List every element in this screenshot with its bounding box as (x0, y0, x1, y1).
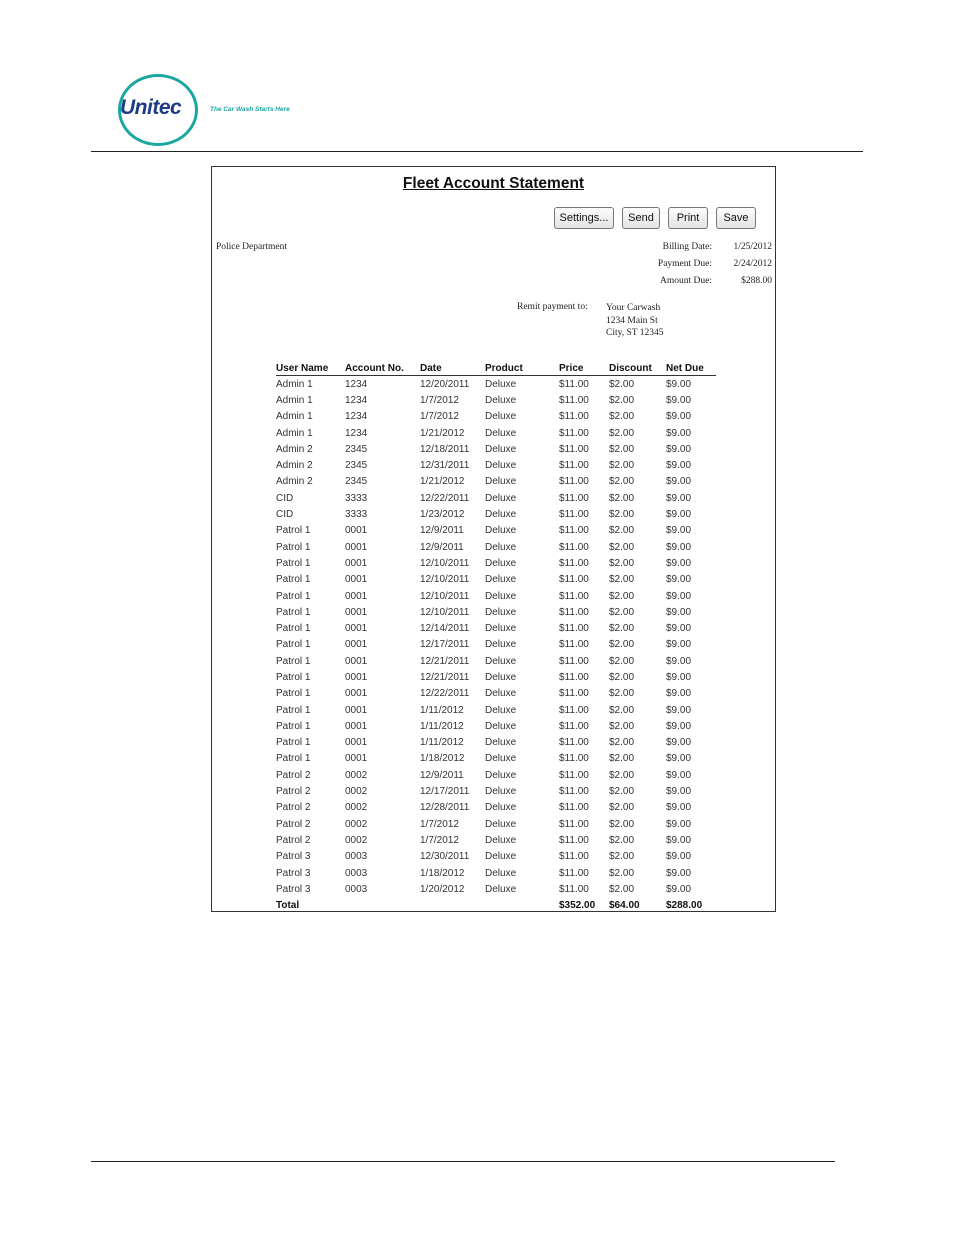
transactions-table (276, 361, 716, 914)
cell-date: 12/30/2011 (420, 851, 470, 863)
cell-account-no: 2345 (345, 460, 368, 472)
cell-user-name: Admin 2 (276, 476, 313, 488)
cell-net-due: $9.00 (666, 639, 692, 651)
cell-net-due: $9.00 (666, 802, 692, 814)
cell-account-no: 0003 (345, 867, 368, 879)
cell-discount: $2.00 (609, 394, 635, 406)
cell-product: Deluxe (485, 443, 517, 455)
amount-due-value: $288.00 (741, 276, 772, 286)
billing-date-value: 1/25/2012 (733, 242, 772, 252)
cell-user-name: Patrol 1 (276, 688, 311, 700)
cell-account-no: 0001 (345, 688, 368, 700)
cell-net-due: $9.00 (666, 525, 692, 537)
cell-user-name: Admin 1 (276, 378, 313, 390)
cell-user-name: Patrol 1 (276, 753, 311, 765)
cell-discount: $2.00 (609, 639, 635, 651)
cell-price: $11.00 (559, 541, 589, 553)
cell-product: Deluxe (485, 655, 517, 667)
cell-discount: $2.00 (609, 671, 635, 683)
payment-due-value: 2/24/2012 (733, 259, 772, 269)
cell-date: 12/14/2011 (420, 623, 470, 635)
cell-date: 12/9/2011 (420, 769, 464, 781)
cell-price: $11.00 (559, 834, 589, 846)
cell-date: 1/7/2012 (420, 834, 459, 846)
cell-discount: $2.00 (609, 753, 635, 765)
cell-discount: $2.00 (609, 492, 635, 504)
cell-price: $11.00 (559, 802, 589, 814)
cell-discount: $2.00 (609, 443, 635, 455)
cell-product: Deluxe (485, 769, 517, 781)
cell-net-due: $9.00 (666, 606, 692, 618)
cell-date: 1/11/2012 (420, 720, 464, 732)
footer-divider (91, 1161, 835, 1162)
cell-discount: $2.00 (609, 541, 635, 553)
cell-date: 12/10/2011 (420, 590, 470, 602)
cell-user-name: Patrol 1 (276, 655, 311, 667)
cell-product: Deluxe (485, 394, 517, 406)
col-discount: Discount (609, 361, 666, 376)
cell-price: $11.00 (559, 574, 589, 586)
table-body (276, 376, 716, 898)
cell-product: Deluxe (485, 574, 517, 586)
cell-account-no: 0002 (345, 769, 368, 781)
cell-net-due: $9.00 (666, 818, 692, 830)
table-row (276, 735, 716, 751)
cell-account-no: 0001 (345, 737, 368, 749)
remit-address (606, 302, 664, 340)
cell-price: $11.00 (559, 509, 589, 521)
cell-user-name: Patrol 2 (276, 834, 311, 846)
cell-product: Deluxe (485, 737, 517, 749)
col-price: Price (559, 361, 609, 376)
cell-product: Deluxe (485, 786, 517, 798)
table-row (276, 490, 716, 506)
save-button[interactable]: Save (716, 207, 756, 229)
cell-net-due: $9.00 (666, 753, 692, 765)
cell-date: 1/20/2012 (420, 883, 465, 895)
cell-user-name: Patrol 1 (276, 720, 311, 732)
cell-net-due: $9.00 (666, 541, 692, 553)
cell-product: Deluxe (485, 541, 517, 553)
cell-price: $11.00 (559, 851, 589, 863)
cell-account-no: 2345 (345, 476, 368, 488)
table-row (276, 376, 716, 393)
table-row (276, 881, 716, 897)
cell-product: Deluxe (485, 411, 517, 423)
cell-account-no: 0001 (345, 720, 368, 732)
table-row (276, 425, 716, 441)
cell-discount: $2.00 (609, 802, 635, 814)
cell-date: 12/10/2011 (420, 574, 470, 586)
cell-product: Deluxe (485, 867, 517, 879)
cell-date: 12/17/2011 (420, 639, 470, 651)
fleet-account-statement (211, 166, 776, 912)
cell-date: 12/20/2011 (420, 378, 470, 390)
header-divider (91, 151, 863, 152)
cell-date: 12/22/2011 (420, 688, 470, 700)
cell-user-name: Patrol 2 (276, 802, 311, 814)
table-row (276, 653, 716, 669)
cell-account-no: 2345 (345, 443, 368, 455)
cell-product: Deluxe (485, 639, 517, 651)
cell-date: 1/21/2012 (420, 476, 465, 488)
cell-account-no: 1234 (345, 378, 368, 390)
cell-net-due: $9.00 (666, 688, 692, 700)
cell-net-due: $9.00 (666, 704, 692, 716)
cell-user-name: Patrol 3 (276, 883, 311, 895)
table-row (276, 702, 716, 718)
cell-date: 12/9/2011 (420, 525, 464, 537)
table-row (276, 865, 716, 881)
cell-account-no: 0001 (345, 590, 368, 602)
cell-price: $11.00 (559, 753, 589, 765)
cell-price: $11.00 (559, 655, 589, 667)
cell-product: Deluxe (485, 851, 517, 863)
table-row (276, 832, 716, 848)
cell-price: $11.00 (559, 590, 589, 602)
cell-account-no: 0002 (345, 786, 368, 798)
cell-net-due: $9.00 (666, 737, 692, 749)
table-row (276, 620, 716, 636)
cell-user-name: Patrol 1 (276, 671, 311, 683)
cell-account-no: 1234 (345, 411, 368, 423)
cell-account-no: 0001 (345, 655, 368, 667)
toolbar (554, 207, 756, 229)
payment-due-row (612, 259, 772, 276)
cell-net-due: $9.00 (666, 574, 692, 586)
remit-label: Remit payment to: (517, 302, 588, 312)
total-label: Total (276, 900, 300, 912)
col-net-due: Net Due (666, 361, 716, 376)
cell-user-name: Patrol 3 (276, 867, 311, 879)
cell-discount: $2.00 (609, 867, 635, 879)
cell-discount: $2.00 (609, 460, 635, 472)
print-button[interactable]: Print (668, 207, 708, 229)
cell-product: Deluxe (485, 688, 517, 700)
cell-user-name: Patrol 1 (276, 606, 311, 618)
cell-account-no: 0003 (345, 851, 368, 863)
cell-net-due: $9.00 (666, 492, 692, 504)
cell-account-no: 1234 (345, 394, 368, 406)
cell-date: 1/21/2012 (420, 427, 465, 439)
logo-tagline: The Car Wash Starts Here (210, 106, 290, 113)
cell-price: $11.00 (559, 623, 589, 635)
cell-user-name: Admin 1 (276, 394, 313, 406)
cell-price: $11.00 (559, 867, 589, 879)
cell-discount: $2.00 (609, 509, 635, 521)
cell-user-name: Patrol 1 (276, 541, 311, 553)
cell-user-name: Patrol 2 (276, 818, 311, 830)
cell-date: 1/7/2012 (420, 818, 459, 830)
cell-price: $11.00 (559, 639, 589, 651)
cell-product: Deluxe (485, 720, 517, 732)
cell-account-no: 0001 (345, 541, 368, 553)
cell-discount: $2.00 (609, 411, 635, 423)
cell-discount: $2.00 (609, 590, 635, 602)
customer-name: Police Department (216, 242, 287, 252)
cell-net-due: $9.00 (666, 411, 692, 423)
cell-discount: $2.00 (609, 818, 635, 830)
payment-due-label: Payment Due: (657, 259, 712, 269)
cell-net-due: $9.00 (666, 476, 692, 488)
billing-date-row (612, 242, 772, 259)
table-row (276, 767, 716, 783)
cell-price: $11.00 (559, 704, 589, 716)
cell-product: Deluxe (485, 557, 517, 569)
cell-net-due: $9.00 (666, 769, 692, 781)
billing-date-label: Billing Date: (662, 242, 712, 252)
cell-price: $11.00 (559, 394, 589, 406)
cell-user-name: CID (276, 509, 294, 521)
cell-net-due: $9.00 (666, 720, 692, 732)
cell-net-due: $9.00 (666, 851, 692, 863)
total-net-due: $288.00 (666, 900, 703, 912)
cell-net-due: $9.00 (666, 834, 692, 846)
cell-user-name: Patrol 1 (276, 525, 311, 537)
remit-line-3: City, ST 12345 (606, 328, 664, 338)
cell-user-name: Patrol 1 (276, 704, 311, 716)
cell-net-due: $9.00 (666, 590, 692, 602)
cell-account-no: 0002 (345, 818, 368, 830)
cell-product: Deluxe (485, 509, 517, 521)
cell-price: $11.00 (559, 786, 589, 798)
table-header-row (276, 361, 716, 376)
cell-account-no: 0001 (345, 639, 368, 651)
cell-price: $11.00 (559, 606, 589, 618)
table-row (276, 523, 716, 539)
cell-date: 1/18/2012 (420, 867, 465, 879)
statement-title: Fleet Account Statement (402, 175, 585, 192)
cell-net-due: $9.00 (666, 867, 692, 879)
cell-price: $11.00 (559, 476, 589, 488)
table-row (276, 637, 716, 653)
cell-net-due: $9.00 (666, 394, 692, 406)
cell-date: 1/11/2012 (420, 704, 464, 716)
col-account-no: Account No. (345, 361, 420, 376)
total-discount: $64.00 (609, 900, 640, 912)
cell-user-name: Admin 1 (276, 411, 313, 423)
cell-user-name: Patrol 2 (276, 769, 311, 781)
cell-user-name: Patrol 1 (276, 737, 311, 749)
cell-net-due: $9.00 (666, 509, 692, 521)
cell-date: 1/11/2012 (420, 737, 464, 749)
table-row (276, 604, 716, 620)
table-row (276, 751, 716, 767)
table-row (276, 718, 716, 734)
cell-product: Deluxe (485, 606, 517, 618)
cell-user-name: CID (276, 492, 294, 504)
cell-price: $11.00 (559, 688, 589, 700)
cell-net-due: $9.00 (666, 883, 692, 895)
cell-price: $11.00 (559, 411, 589, 423)
cell-date: 12/10/2011 (420, 557, 470, 569)
table-row (276, 441, 716, 457)
cell-discount: $2.00 (609, 834, 635, 846)
cell-account-no: 0001 (345, 623, 368, 635)
cell-account-no: 0001 (345, 557, 368, 569)
cell-account-no: 0001 (345, 574, 368, 586)
table-row (276, 474, 716, 490)
cell-account-no: 0001 (345, 606, 368, 618)
cell-product: Deluxe (485, 492, 517, 504)
cell-discount: $2.00 (609, 525, 635, 537)
cell-price: $11.00 (559, 378, 589, 390)
cell-price: $11.00 (559, 720, 589, 732)
table-row (276, 588, 716, 604)
table-row (276, 783, 716, 799)
cell-price: $11.00 (559, 525, 589, 537)
cell-discount: $2.00 (609, 688, 635, 700)
cell-account-no: 3333 (345, 492, 368, 504)
table-row (276, 669, 716, 685)
cell-price: $11.00 (559, 818, 589, 830)
cell-discount: $2.00 (609, 769, 635, 781)
cell-price: $11.00 (559, 427, 589, 439)
cell-price: $11.00 (559, 737, 589, 749)
cell-net-due: $9.00 (666, 557, 692, 569)
cell-user-name: Patrol 2 (276, 786, 311, 798)
cell-user-name: Admin 2 (276, 460, 313, 472)
cell-date: 12/28/2011 (420, 802, 470, 814)
cell-product: Deluxe (485, 834, 517, 846)
cell-product: Deluxe (485, 525, 517, 537)
table-row (276, 555, 716, 571)
cell-account-no: 3333 (345, 509, 368, 521)
cell-discount: $2.00 (609, 655, 635, 667)
cell-user-name: Patrol 1 (276, 639, 311, 651)
cell-date: 1/23/2012 (420, 509, 465, 521)
cell-net-due: $9.00 (666, 623, 692, 635)
table-row (276, 392, 716, 408)
cell-date: 12/17/2011 (420, 786, 470, 798)
cell-product: Deluxe (485, 753, 517, 765)
cell-discount: $2.00 (609, 623, 635, 635)
table-row (276, 506, 716, 522)
cell-price: $11.00 (559, 492, 589, 504)
cell-product: Deluxe (485, 427, 517, 439)
cell-product: Deluxe (485, 460, 517, 472)
cell-user-name: Admin 1 (276, 427, 313, 439)
cell-date: 1/7/2012 (420, 394, 459, 406)
cell-net-due: $9.00 (666, 443, 692, 455)
cell-date: 12/18/2011 (420, 443, 470, 455)
cell-discount: $2.00 (609, 704, 635, 716)
cell-date: 1/18/2012 (420, 753, 465, 765)
cell-product: Deluxe (485, 704, 517, 716)
amount-due-row (612, 276, 772, 293)
cell-product: Deluxe (485, 590, 517, 602)
cell-net-due: $9.00 (666, 786, 692, 798)
cell-user-name: Patrol 3 (276, 851, 311, 863)
total-row (276, 898, 716, 914)
cell-date: 12/21/2011 (420, 655, 470, 667)
cell-discount: $2.00 (609, 557, 635, 569)
cell-net-due: $9.00 (666, 655, 692, 667)
cell-price: $11.00 (559, 671, 589, 683)
cell-price: $11.00 (559, 460, 589, 472)
table-row (276, 539, 716, 555)
unitec-logo (118, 74, 298, 148)
send-button[interactable]: Send (622, 207, 660, 229)
cell-product: Deluxe (485, 802, 517, 814)
cell-date: 12/9/2011 (420, 541, 464, 553)
cell-price: $11.00 (559, 883, 589, 895)
cell-discount: $2.00 (609, 851, 635, 863)
cell-account-no: 0002 (345, 802, 368, 814)
cell-date: 12/21/2011 (420, 671, 470, 683)
col-user-name: User Name (276, 361, 345, 376)
cell-account-no: 0001 (345, 525, 368, 537)
cell-account-no: 0001 (345, 704, 368, 716)
cell-net-due: $9.00 (666, 671, 692, 683)
cell-user-name: Patrol 1 (276, 574, 311, 586)
cell-user-name: Admin 2 (276, 443, 313, 455)
cell-discount: $2.00 (609, 427, 635, 439)
cell-price: $11.00 (559, 443, 589, 455)
cell-product: Deluxe (485, 476, 517, 488)
col-date: Date (420, 361, 485, 376)
cell-product: Deluxe (485, 883, 517, 895)
cell-discount: $2.00 (609, 476, 635, 488)
cell-price: $11.00 (559, 557, 589, 569)
cell-account-no: 0003 (345, 883, 368, 895)
table-row (276, 800, 716, 816)
remit-line-1: Your Carwash (606, 303, 661, 313)
cell-discount: $2.00 (609, 737, 635, 749)
cell-user-name: Patrol 1 (276, 623, 311, 635)
cell-net-due: $9.00 (666, 460, 692, 472)
cell-date: 12/10/2011 (420, 606, 470, 618)
cell-product: Deluxe (485, 623, 517, 635)
cell-discount: $2.00 (609, 574, 635, 586)
billing-summary (612, 242, 772, 293)
cell-date: 12/31/2011 (420, 460, 470, 472)
cell-discount: $2.00 (609, 720, 635, 732)
table-row (276, 409, 716, 425)
cell-product: Deluxe (485, 378, 517, 390)
table-row (276, 816, 716, 832)
amount-due-label: Amount Due: (660, 276, 712, 286)
table-row (276, 686, 716, 702)
cell-account-no: 0001 (345, 753, 368, 765)
table-row (276, 457, 716, 473)
cell-account-no: 1234 (345, 427, 368, 439)
cell-discount: $2.00 (609, 606, 635, 618)
cell-product: Deluxe (485, 818, 517, 830)
cell-price: $11.00 (559, 769, 589, 781)
cell-date: 12/22/2011 (420, 492, 470, 504)
cell-user-name: Patrol 1 (276, 590, 311, 602)
total-price: $352.00 (559, 900, 596, 912)
logo-wordmark: Unitec (120, 96, 182, 119)
table-row (276, 572, 716, 588)
cell-discount: $2.00 (609, 786, 635, 798)
cell-user-name: Patrol 1 (276, 557, 311, 569)
cell-product: Deluxe (485, 671, 517, 683)
col-product: Product (485, 361, 559, 376)
cell-account-no: 0001 (345, 671, 368, 683)
cell-date: 1/7/2012 (420, 411, 459, 423)
cell-account-no: 0002 (345, 834, 368, 846)
settings-button[interactable]: Settings... (554, 207, 614, 229)
cell-discount: $2.00 (609, 883, 635, 895)
table-row (276, 849, 716, 865)
cell-net-due: $9.00 (666, 427, 692, 439)
cell-discount: $2.00 (609, 378, 635, 390)
remit-line-2: 1234 Main St (606, 315, 658, 326)
cell-net-due: $9.00 (666, 378, 692, 390)
